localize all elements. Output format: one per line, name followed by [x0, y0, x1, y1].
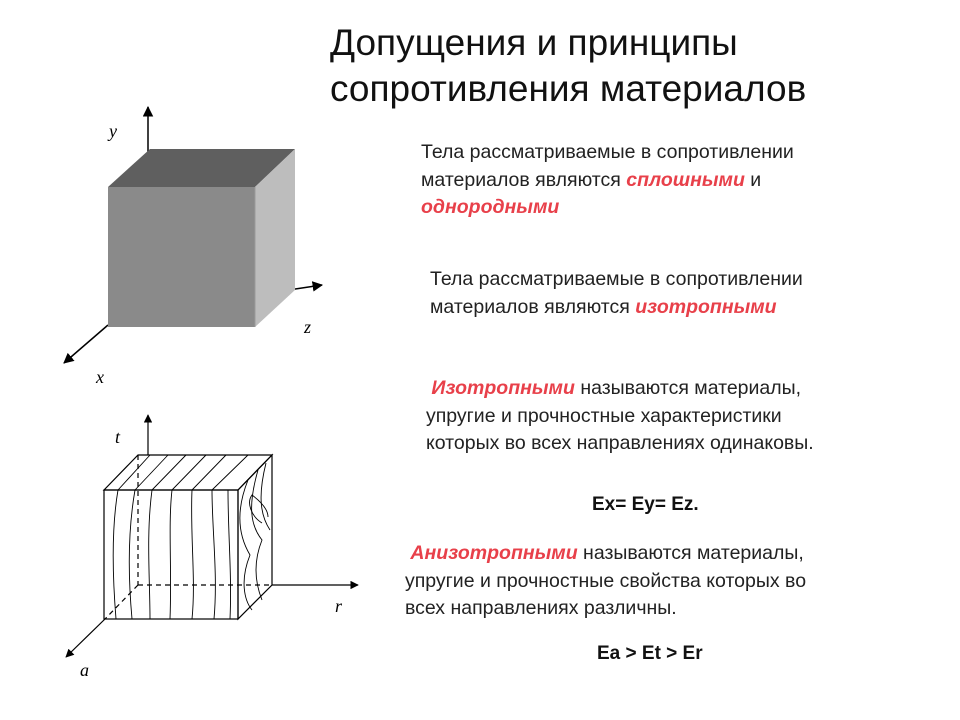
- wood-side-face: [238, 455, 272, 619]
- para3-line1-text: называются материалы,: [574, 377, 802, 399]
- cube-z-label: z: [304, 317, 312, 337]
- para2-line1: Тела рассматриваемые в сопротивлении: [430, 268, 803, 290]
- title-line-2: сопротивления материалов: [330, 68, 807, 109]
- para4-line2: упругие и прочностные свойства которых во: [405, 569, 807, 592]
- term-isotropic-def: Изотропными: [431, 377, 575, 399]
- term-homogeneous: однородными: [421, 196, 560, 218]
- wood-t-label: t: [115, 427, 121, 447]
- anisotropic-wood-figure: [0, 405, 360, 695]
- para3-line2: упругие и прочностные характеристики: [426, 404, 782, 427]
- anisotropic-definition: [405, 540, 945, 623]
- continuity-paragraph: [421, 139, 921, 222]
- title-line-1: Допущения и принципы: [330, 22, 738, 63]
- para3-line1: [426, 375, 946, 403]
- isotropic-formula: Ex= Ey= Ez.: [592, 494, 699, 515]
- para1-line2-tail: и: [744, 168, 762, 191]
- cube-x-label: x: [96, 367, 104, 387]
- wood-a-label: a: [80, 660, 89, 680]
- page-title: [330, 20, 950, 112]
- para4-line1: [405, 540, 945, 568]
- cube-x-axis: [64, 325, 108, 363]
- para3-line3: которых во всех направлениях одинаковы.: [426, 432, 814, 454]
- wood-top-face: [104, 455, 272, 490]
- anisotropic-formula: Ea > Et > Er: [597, 643, 703, 664]
- wood-r-label: r: [335, 596, 343, 616]
- isotropic-definition: [426, 375, 946, 458]
- para4-line3: всех направлениях различны.: [405, 597, 677, 619]
- para4-line1-text: называются материалы,: [577, 542, 804, 564]
- cube-y-label: y: [109, 121, 117, 141]
- para1-line2-text: материалов являются: [421, 168, 627, 191]
- wood-a-axis: [66, 619, 105, 657]
- term-continuous: сплошными: [626, 168, 745, 191]
- term-isotropic: изотропными: [635, 295, 777, 318]
- para1-line2: [421, 167, 921, 195]
- para2-line2: [430, 294, 930, 322]
- para2-line2-text: материалов являются: [430, 295, 636, 318]
- wood-hidden-edge-d: [105, 585, 138, 619]
- isotropy-paragraph: [430, 266, 930, 321]
- term-anisotropic: Анизотропными: [410, 542, 578, 564]
- para1-line1: Тела рассматриваемые в сопротивлении: [421, 141, 794, 163]
- cube-front-face: [108, 187, 255, 327]
